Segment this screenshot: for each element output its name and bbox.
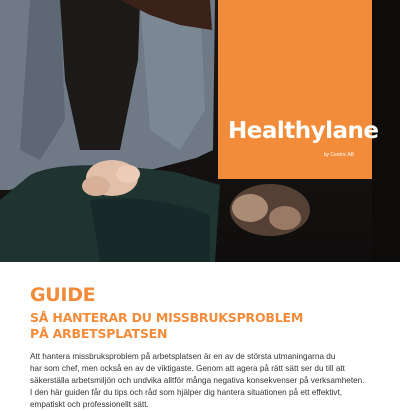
intro-line: empatiskt och professionellt sätt. [30,400,149,409]
document-title-line: SÅ HANTERAR DU MISSBRUKSPROBLEM [30,310,304,325]
intro-line: säkerställa arbetsmiljön och undvika alltför många negativa konsekvenser på verksamheten. [30,376,365,385]
brand-logo-text: Healthylane [228,118,379,144]
brand-subtitle: by Centric AB [323,152,354,158]
hand-right [116,165,140,183]
document-title [30,310,370,342]
blurred-hand-left [232,194,268,222]
intro-paragraph [30,351,375,411]
intro-line: har som chef, men också en av de viktigaste. Genom att agera på rätt sätt ser du till att [30,364,345,373]
brand-panel [218,0,379,179]
hand-left [82,176,110,196]
guide-label: GUIDE [30,284,96,306]
document-title-line: PÅ ARBETSPLATSEN [30,326,168,341]
intro-line: I den här guiden får du tips och råd som hjälper dig hantera situationen på ett effektivt, [30,388,343,397]
intro-line: Att hantera missbruksproblem på arbetsplatsen är en av de största utmaningarna du [30,352,336,361]
blurred-hand-right [269,206,301,230]
